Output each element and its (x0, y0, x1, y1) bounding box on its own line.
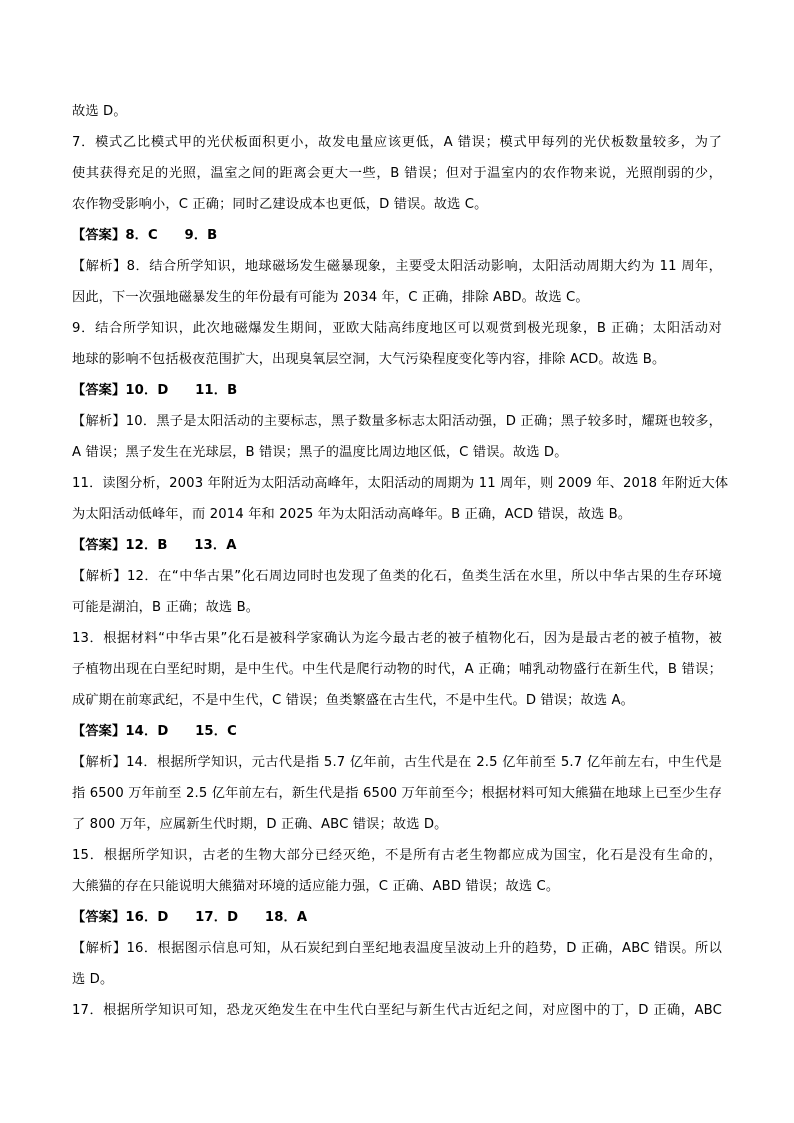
text-line: 地球的影响不包括极夜范围扩大，出现臭氧层空洞，大气污染程度变化等内容，排除 ACD。故选 B。 (72, 352, 666, 367)
text-line: 【解析】8．结合所学知识，地球磁场发生磁暴现象，主要受太阳活动影响，太阳活动周期大约为 11 周年， (72, 259, 722, 274)
text-line: 13．根据材料“中华古果”化石是被科学家确认为迄今最古老的被子植物化石，因为是最古老的被子植物，被 (72, 631, 722, 646)
answer-line: 【答案】16．D 17．D 18．A (72, 910, 308, 925)
text-line: 因此，下一次强地磁暴发生的年份最有可能为 2034 年，C 正确，排除 ABD。故选 C。 (72, 290, 589, 305)
answer-line: 【答案】12．B 13．A (72, 538, 237, 553)
text-line: 15．根据所学知识，古老的生物大部分已经灭绝，不是所有古老生物都应成为国宝，化石是没有生命的， (72, 848, 722, 863)
answer-line: 【答案】14．D 15．C (72, 724, 237, 739)
answer-line: 【答案】8．C 9．B (72, 228, 218, 243)
text-line: 【解析】16．根据图示信息可知，从石炭纪到白垩纪地表温度呈波动上升的趋势，D 正确，ABC 错误。所以 (72, 941, 722, 956)
text-line: 可能是湖泊，B 正确；故选 B。 (72, 600, 260, 615)
text-line: 子植物出现在白垩纪时期，是中生代。中生代是爬行动物的时代，A 正确；哺乳动物盛行在新生代，B 错误； (72, 662, 722, 677)
text-line: 17．根据所学知识可知，恐龙灭绝发生在中生代白垩纪与新生代古近纪之间，对应图中的丁，D 正确，ABC (72, 1003, 722, 1018)
text-line: 大熊猫的存在只能说明大熊猫对环境的适应能力强，C 正确、ABD 错误；故选 C。 (72, 879, 560, 894)
text-line: 【解析】10．黑子是太阳活动的主要标志，黑子数量多标志太阳活动强，D 正确；黑子较多时，耀斑也较多， (72, 414, 722, 429)
text-line: 成矿期在前寒武纪，不是中生代，C 错误；鱼类繁盛在古生代，不是中生代。D 错误；故选 A。 (72, 693, 635, 708)
text-line: 【解析】12．在“中华古果”化石周边同时也发现了鱼类的化石，鱼类生活在水里，所以中华古果的生存环境 (72, 569, 722, 584)
text-line: 选 D。 (72, 972, 114, 987)
answer-line: 【答案】10．D 11．B (72, 383, 238, 398)
text-line: A 错误；黑子发生在光球层，B 错误；黑子的温度比周边地区低，C 错误。故选 D。 (72, 445, 568, 460)
text-line: 【解析】14．根据所学知识，元古代是指 5.7 亿年前，古生代是在 2.5 亿年前至 5.7 亿年前左右，中生代是 (72, 755, 722, 770)
text-line: 指 6500 万年前至 2.5 亿年前左右，新生代是指 6500 万年前至今；根据材料可知大熊猫在地球上已至少生存 (72, 786, 722, 801)
text-line: 11．读图分析，2003 年附近为太阳活动高峰年，太阳活动的周期为 11 周年，则 2009 年、2018 年附近大体 (72, 476, 729, 491)
document-page (72, 96, 729, 1026)
text-line: 9．结合所学知识，此次地磁爆发生期间，亚欧大陆高纬度地区可以观赏到极光现象，B 正确；太阳活动对 (72, 321, 722, 336)
text-line: 使其获得充足的光照，温室之间的距离会更大一些，B 错误；但对于温室内的农作物来说，光照削弱的少， (72, 166, 722, 181)
text-line: 农作物受影响小，C 正确；同时乙建设成本也更低，D 错误。故选 C。 (72, 197, 488, 212)
text-line: 了 800 万年，应属新生代时期，D 正确、ABC 错误；故选 D。 (72, 817, 448, 832)
text-line: 故选 D。 (72, 104, 127, 119)
text-line: 为太阳活动低峰年，而 2014 年和 2025 年为太阳活动高峰年。B 正确，ACD 错误，故选 B。 (72, 507, 632, 522)
text-line: 7．模式乙比模式甲的光伏板面积更小，故发电量应该更低，A 错误；模式甲每列的光伏板数量较多，为了 (72, 135, 722, 150)
